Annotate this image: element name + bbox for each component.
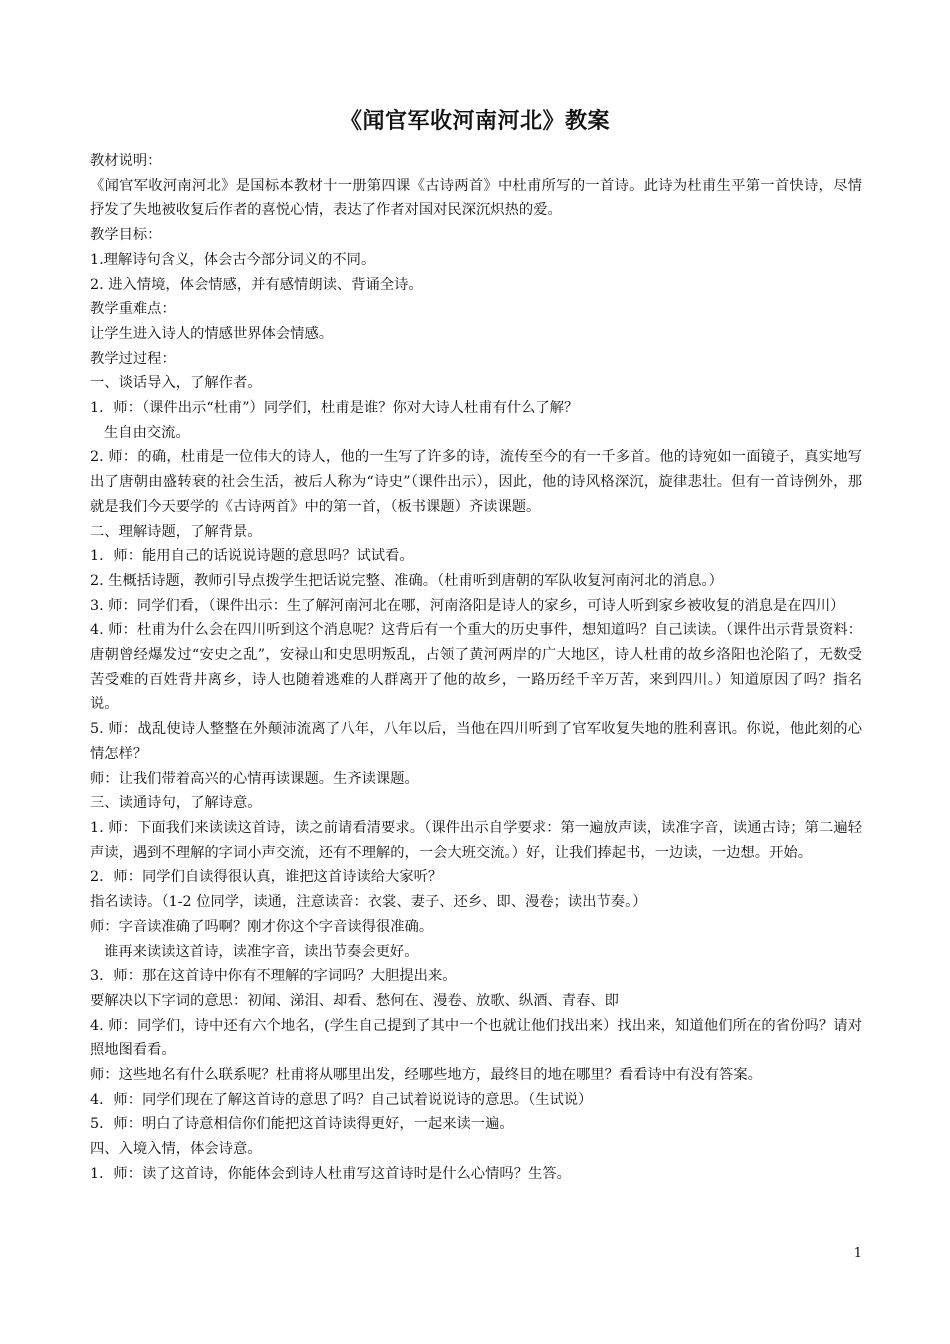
list-item: 2．师：同学们自读得很认真，谁把这首诗读给大家听？ [90,869,443,886]
list-item: 4．师：同学们现在了解这首诗的意思了吗？自己试着说说诗的意思。（生试说） [90,1091,593,1108]
paragraph: 师：字音读准确了吗啊？刚才你这个字音读得很准确。 [90,918,434,935]
list-item: 1．师：读了这首诗，你能体会到诗人杜甫写这首诗时是什么心情吗？生答。 [90,1165,571,1182]
list-item: 2. 生概括诗题，教师引导点拨学生把话说完整、准确。（杜甫听到唐朝的军队收复河南河北的消息。） [90,572,723,589]
paragraph: 师：这些地名有什么联系呢？杜甫将从哪里出发，经哪些地方，最终目的地在哪里？看看诗中有没有答案。 [90,1067,762,1084]
list-item: 5．师：明白了诗意相信你们能把这首诗读得更好，一起来读一遍。 [90,1116,514,1133]
document-body [90,149,862,1187]
paragraph: 《闻官军收河南河北》是国标本教材十一册第四课《古诗两首》中杜甫所写的一首诗。此诗为杜甫生平第一首快诗，尽情抒发了失地被收复后作者的喜悦心情，表达了作者对国对民深沉炽热的爱。 [90,177,862,219]
paragraph: 要解决以下字词的意思：初闻、涕泪、却看、愁何在、漫卷、放歌、纵酒、青春、即 [90,992,619,1009]
list-item: 1．师：（课件出示“杜甫”）同学们，杜甫是谁？你对大诗人杜甫有什么了解？ [90,400,579,417]
section-heading: 教材说明： [90,153,162,169]
list-item: 4. 师：同学们，诗中还有六个地名，(学生自己提到了其中一个也就让他们找出来）找出来，知道他们所在的省份吗？请对照地图看看。 [90,1017,862,1059]
page-number: 1 [853,1246,862,1261]
section-heading: 教学目标： [90,227,162,244]
list-item: 3．师：那在这首诗中你有不理解的字词吗？大胆提出来。 [90,968,457,985]
section-heading: 一、谈话导入，了解作者。 [90,375,262,392]
list-item: 2. 师：的确，杜甫是一位伟大的诗人，他的一生写了许多的诗，流传至今的有一千多首。他的诗宛如一面镜子，真实地写出了唐朝由盛转衰的社会生活，被后人称为“诗史”（课件出示），因此，他的诗风格深沉，旋律悲壮。但有一首诗例外，那就是我们今天要学的《古诗两首》中的第一首，（板书课题）齐读课题。 [90,449,862,515]
section-heading: 教学过过程： [90,350,176,367]
paragraph: 生自由交流。 [104,424,190,441]
document-title: 《闻官军收河南河北》教案 [339,109,610,134]
paragraph: 让学生进入诗人的情感世界体会情感。 [90,325,334,342]
section-heading: 教学重难点： [90,301,176,318]
paragraph: 指名读诗。（1-2 位同学，读通，注意读音：衣裳、妻子、还乡、即、漫卷；读出节奏。） [90,894,647,911]
paragraph: 谁再来读读这首诗，读准字音，读出节奏会更好。 [104,943,419,960]
list-item: 1．师：能用自己的话说说诗题的意思吗？试试看。 [90,548,414,565]
list-item: 4. 师：杜甫为什么会在四川听到这个消息呢？这背后有一个重大的历史事件，想知道吗？自己读读。（课件出示背景资料：唐朝曾经爆发过“安史之乱”，安禄山和史思明叛乱，占领了黄河两岸的广大地区，诗人杜甫的故乡洛阳也沦陷了，无数受苦受难的百姓背井离乡，诗人也随着逃难的人群离开了他的故乡，一路历经千辛万苦，来到四川。）知道原因了吗？指名说。 [90,622,862,713]
paragraph: 师：让我们带着高兴的心情再读课题。生齐读课题。 [90,770,419,787]
section-heading: 三、读通诗句，了解诗意。 [90,795,262,812]
section-heading: 四、入境入情，体会诗意。 [90,1141,262,1158]
list-item: 1.理解诗句含义，体会古今部分词义的不同。 [90,251,376,268]
list-item: 5. 师：战乱使诗人整整在外颠沛流离了八年，八年以后，当他在四川听到了官军收复失地的胜利喜讯。你说，他此刻的心情怎样？ [90,721,862,762]
list-item: 3. 师：同学们看，（课件出示：生了解河南河北在哪，河南洛阳是诗人的家乡，可诗人听到家乡被收复的消息是在四川） [90,597,845,614]
list-item: 2. 进入情境，体会情感，并有感情朗读、背诵全诗。 [90,276,423,293]
section-heading: 二、理解诗题，了解背景。 [90,523,262,540]
list-item: 1. 师：下面我们来读读这首诗，读之前请看清要求。（课件出示自学要求：第一遍放声读，读准字音，读通古诗；第二遍轻声读，遇到不理解的字词小声交流，还有不理解的，一会大班交流。）好，让我们捧起书，一边读，一边想。开始。 [90,819,862,861]
